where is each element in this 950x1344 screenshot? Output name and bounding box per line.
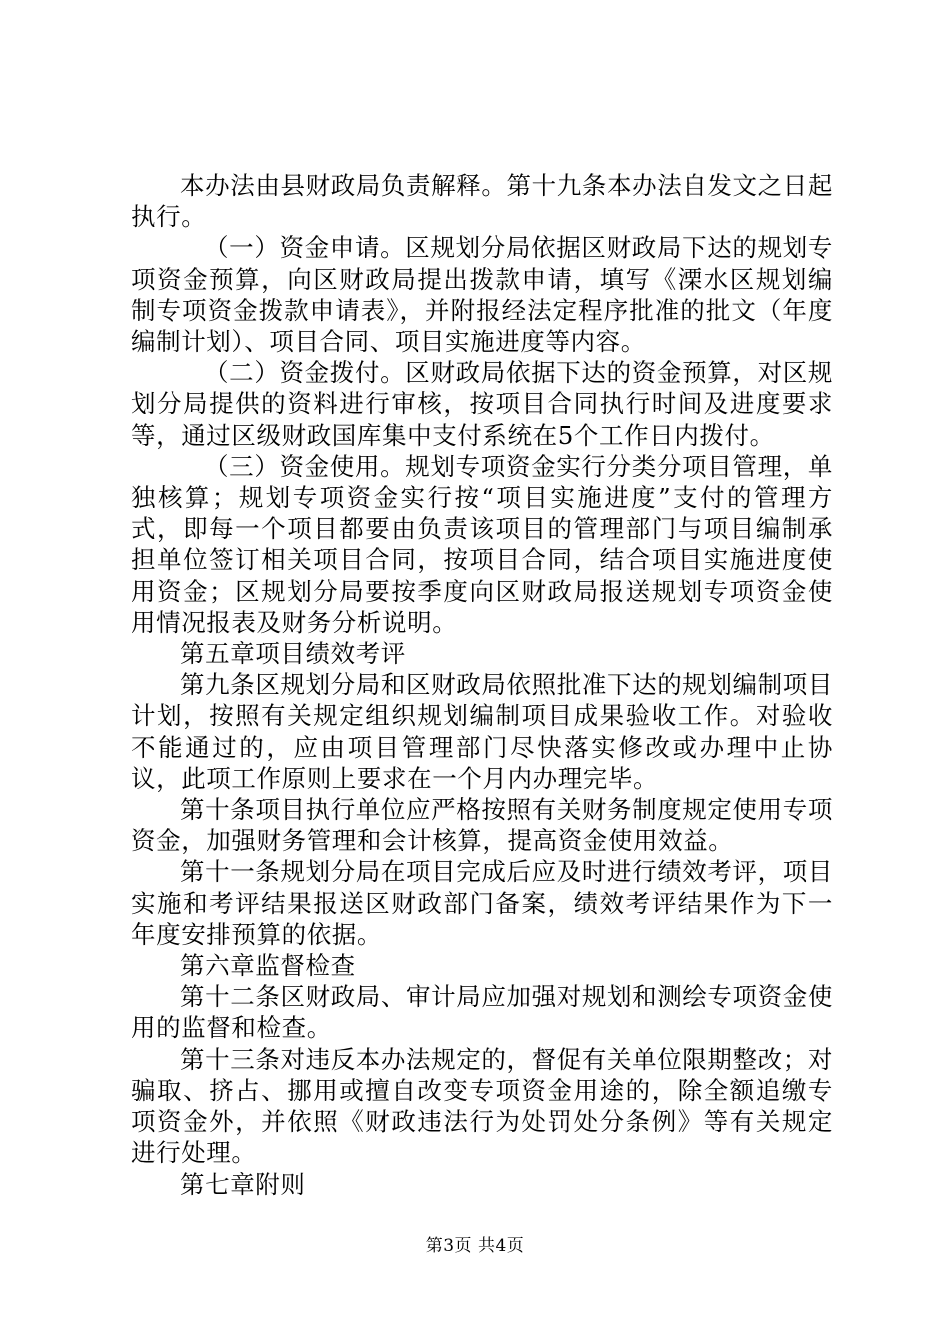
article-11: 第十一条规划分局在项目完成后应及时进行绩效考评，项目实施和考评结果报送区财政部门备案，绩效考评结果作为下一年度安排预算的依据。 [131, 857, 833, 949]
paragraph-interpretation: 本办法由县财政局负责解释。第十九条本办法自发文之日起执行。 [131, 171, 833, 232]
article-10: 第十条项目执行单位应严格按照有关财务制度规定使用专项资金，加强财务管理和会计核算，提高资金使用效益。 [131, 795, 833, 856]
chapter-heading-5: 第五章项目绩效考评 [180, 639, 406, 669]
article-9: 第九条区规划分局和区财政局依照批准下达的规划编制项目计划，按照有关规定组织规划编制项目成果验收工作。对验收不能通过的，应由项目管理部门尽快落实修改或办理中止协议，此项工作原则上要求在一个月内办理完毕。 [131, 670, 833, 793]
paragraph-fund-application: （一）资金申请。区规划分局依据区财政局下达的规划专项资金预算，向区财政局提出拨款申请，填写《溧水区规划编制专项资金拨款申请表》，并附报经法定程序批准的批文（年度编制计划）、项目合同、项目实施进度等内容。 [131, 233, 833, 357]
chapter-heading-6: 第六章监督检查 [180, 951, 356, 981]
article-12: 第十二条区财政局、审计局应加强对规划和测绘专项资金使用的监督和检查。 [131, 982, 833, 1043]
document-body [131, 170, 833, 1200]
article-13: 第十三条对违反本办法规定的，督促有关单位限期整改；对骗取、挤占、挪用或擅自改变专项资金用途的，除全额追缴专项资金外，并依照《财政违法行为处罚处分条例》等有关规定进行处理。 [131, 1044, 833, 1168]
paragraph-fund-usage: （三）资金使用。规划专项资金实行分类分项目管理，单独核算；规划专项资金实行按“项目实施进度”支付的管理方式，即每一个项目都要由负责该项目的管理部门与项目编制承担单位签订相关项目合同，按项目合同，结合项目实施进度使用资金；区规划分局要按季度向区财政局报送规划专项资金使用情况报表及财务分析说明。 [131, 451, 833, 637]
page-number-footer: 第3页 共4页 [425, 1236, 525, 1256]
chapter-heading-7: 第七章附则 [180, 1169, 306, 1199]
paragraph-fund-disbursement: （二）资金拨付。区财政局依据下达的资金预算，对区规划分局提供的资料进行审核，按项目合同执行时间及进度要求等，通过区级财政国库集中支付系统在5个工作日内拨付。 [131, 358, 833, 450]
